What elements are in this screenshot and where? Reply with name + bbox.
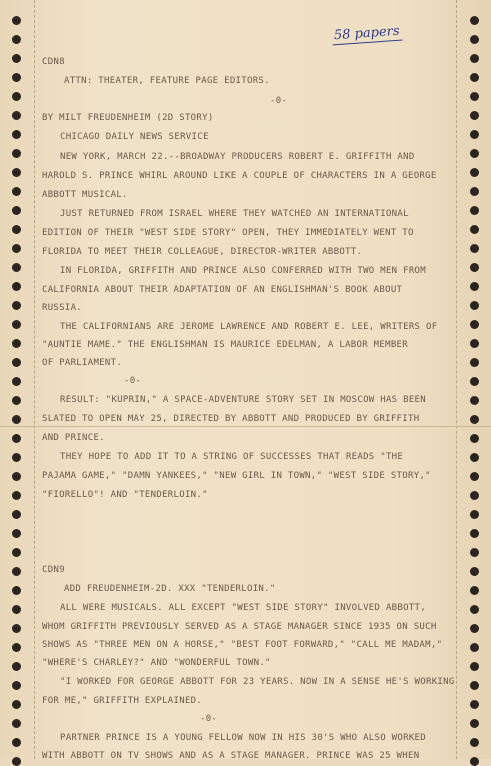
text-line: ABBOTT MUSICAL. — [42, 190, 128, 200]
text-line: BY MILT FREUDENHEIM (2D STORY) — [42, 113, 214, 123]
sprocket-hole — [470, 16, 479, 25]
sprocket-hole — [470, 738, 479, 747]
sprocket-hole — [470, 377, 479, 386]
sprocket-hole — [12, 54, 21, 63]
sprocket-hole — [12, 168, 21, 177]
section-divider: -0- — [200, 714, 218, 724]
sprocket-hole — [12, 358, 21, 367]
sprocket-hole — [12, 681, 21, 690]
sprocket-hole — [12, 586, 21, 595]
text-line: IN FLORIDA, GRIFFITH AND PRINCE ALSO CONFERRED WITH TWO MEN FROM — [60, 266, 426, 276]
sprocket-hole — [470, 206, 479, 215]
sprocket-hole — [12, 263, 21, 272]
sprocket-hole — [12, 244, 21, 253]
sprocket-hole — [470, 111, 479, 120]
handwritten-annotation: 58 papers — [331, 24, 402, 46]
text-line: FLORIDA TO MEET THEIR COLLEAGUE, DIRECTOR-WRITER ABBOTT. — [42, 247, 363, 257]
sprocket-hole — [470, 358, 479, 367]
sprocket-hole — [470, 453, 479, 462]
sprocket-hole — [12, 187, 21, 196]
sprocket-hole — [470, 434, 479, 443]
text-line: FOR ME," GRIFFITH EXPLAINED. — [42, 696, 203, 706]
text-line: NEW YORK, MARCH 22.--BROADWAY PRODUCERS ROBERT E. GRIFFITH AND — [60, 152, 415, 162]
sprocket-hole — [12, 415, 21, 424]
sprocket-hole — [12, 301, 21, 310]
sprocket-hole — [12, 339, 21, 348]
sprocket-hole — [12, 16, 21, 25]
text-line: THE CALIFORNIANS ARE JEROME LAWRENCE AND ROBERT E. LEE, WRITERS OF — [60, 322, 438, 332]
sprocket-hole — [12, 35, 21, 44]
sprocket-hole — [470, 415, 479, 424]
text-line: CDN8 — [42, 57, 65, 67]
sprocket-hole — [12, 225, 21, 234]
sprocket-hole — [12, 149, 21, 158]
sprocket-hole — [470, 662, 479, 671]
text-line: HAROLD S. PRINCE WHIRL AROUND LIKE A COUPLE OF CHARACTERS IN A GEORGE — [42, 171, 437, 181]
sprocket-hole — [470, 320, 479, 329]
sprocket-hole — [470, 168, 479, 177]
left-tractor-strip — [0, 0, 35, 759]
sprocket-hole — [470, 510, 479, 519]
text-line: SHOWS AS "THREE MEN ON A HORSE," "BEST FOOT FORWARD," "CALL ME MADAM," — [42, 640, 443, 650]
sprocket-hole — [12, 510, 21, 519]
text-line: JUST RETURNED FROM ISRAEL WHERE THEY WATCHED AN INTERNATIONAL — [60, 209, 409, 219]
sprocket-hole — [12, 92, 21, 101]
sprocket-hole — [470, 396, 479, 405]
sprocket-hole — [470, 719, 479, 728]
text-line: ADD FREUDENHEIM-2D. XXX "TENDERLOIN." — [64, 584, 276, 594]
sprocket-hole — [470, 149, 479, 158]
sprocket-hole — [470, 472, 479, 481]
sprocket-hole — [470, 700, 479, 709]
sprocket-hole — [12, 111, 21, 120]
text-line: CALIFORNIA ABOUT THEIR ADAPTATION OF AN ENGLISHMAN'S BOOK ABOUT — [42, 285, 403, 295]
sprocket-hole — [12, 282, 21, 291]
text-line: "I WORKED FOR GEORGE ABBOTT FOR 23 YEARS. NOW IN A SENSE HE'S WORKING — [60, 677, 455, 687]
text-line: PAJAMA GAME," "DAMN YANKEES," "NEW GIRL IN TOWN," "WEST SIDE STORY," — [42, 471, 431, 481]
sprocket-hole — [12, 320, 21, 329]
sprocket-hole — [12, 130, 21, 139]
sprocket-hole — [470, 130, 479, 139]
sprocket-hole — [12, 700, 21, 709]
sprocket-hole — [470, 624, 479, 633]
sprocket-hole — [12, 605, 21, 614]
section-divider: -0- — [270, 96, 288, 106]
page-perforation — [0, 426, 491, 427]
sprocket-hole — [470, 339, 479, 348]
text-line: ATTN: THEATER, FEATURE PAGE EDITORS. — [64, 76, 270, 86]
sprocket-hole — [470, 757, 479, 766]
sprocket-hole — [12, 491, 21, 500]
text-line: THEY HOPE TO ADD IT TO A STRING OF SUCCESSES THAT READS "THE — [60, 452, 404, 462]
sprocket-hole — [470, 567, 479, 576]
text-line: RUSSIA. — [42, 303, 83, 313]
sprocket-hole — [470, 529, 479, 538]
text-line: SLATED TO OPEN MAY 25, DIRECTED BY ABBOTT AND PRODUCED BY GRIFFITH — [42, 414, 420, 424]
sprocket-hole — [12, 548, 21, 557]
sprocket-hole — [470, 301, 479, 310]
sprocket-hole — [470, 548, 479, 557]
sprocket-hole — [12, 662, 21, 671]
sprocket-hole — [470, 643, 479, 652]
sprocket-hole — [12, 624, 21, 633]
sprocket-hole — [12, 472, 21, 481]
text-line: RESULT: "KUPRIN," A SPACE-ADVENTURE STORY SET IN MOSCOW HAS BEEN — [60, 395, 426, 405]
sprocket-hole — [12, 738, 21, 747]
sprocket-hole — [470, 54, 479, 63]
sprocket-hole — [470, 586, 479, 595]
text-line: PARTNER PRINCE IS A YOUNG FELLOW NOW IN HIS 30'S WHO ALSO WORKED — [60, 733, 426, 743]
sprocket-hole — [470, 244, 479, 253]
sprocket-hole — [470, 73, 479, 82]
sprocket-hole — [12, 529, 21, 538]
text-line: "FIORELLO"! AND "TENDERLOIN." — [42, 490, 208, 500]
sprocket-hole — [12, 377, 21, 386]
text-line: CDN9 — [42, 565, 65, 575]
sprocket-hole — [470, 225, 479, 234]
text-line: AND PRINCE. — [42, 433, 105, 443]
text-line: "AUNTIE MAME." THE ENGLISHMAN IS MAURICE EDELMAN, A LABOR MEMBER — [42, 340, 408, 350]
sprocket-hole — [470, 681, 479, 690]
sprocket-hole — [12, 643, 21, 652]
text-line: "WHERE'S CHARLEY?" AND "WONDERFUL TOWN." — [42, 658, 271, 668]
text-line: EDITION OF THEIR "WEST SIDE STORY" OPEN, THEY IMMEDIATELY WENT TO — [42, 228, 414, 238]
sprocket-hole — [470, 282, 479, 291]
right-tractor-strip — [456, 0, 491, 759]
sprocket-hole — [12, 719, 21, 728]
sprocket-hole — [12, 434, 21, 443]
sprocket-hole — [12, 453, 21, 462]
text-line: CHICAGO DAILY NEWS SERVICE — [60, 132, 209, 142]
text-line: WITH ABBOTT ON TV SHOWS AND AS A STAGE MANAGER. PRINCE WAS 25 WHEN — [42, 751, 420, 761]
sprocket-hole — [470, 263, 479, 272]
sprocket-hole — [12, 73, 21, 82]
sprocket-hole — [470, 187, 479, 196]
sprocket-hole — [12, 757, 21, 766]
sprocket-hole — [12, 567, 21, 576]
sprocket-hole — [470, 605, 479, 614]
sprocket-hole — [470, 35, 479, 44]
text-line: ALL WERE MUSICALS. ALL EXCEPT "WEST SIDE STORY" INVOLVED ABBOTT, — [60, 603, 426, 613]
text-line: OF PARLIAMENT. — [42, 358, 123, 368]
sprocket-hole — [12, 396, 21, 405]
sprocket-hole — [470, 92, 479, 101]
text-line: WHOM GRIFFITH PREVIOUSLY SERVED AS A STAGE MANAGER SINCE 1935 ON SUCH — [42, 622, 437, 632]
sprocket-hole — [12, 206, 21, 215]
section-divider: -0- — [124, 376, 142, 386]
sprocket-hole — [470, 491, 479, 500]
